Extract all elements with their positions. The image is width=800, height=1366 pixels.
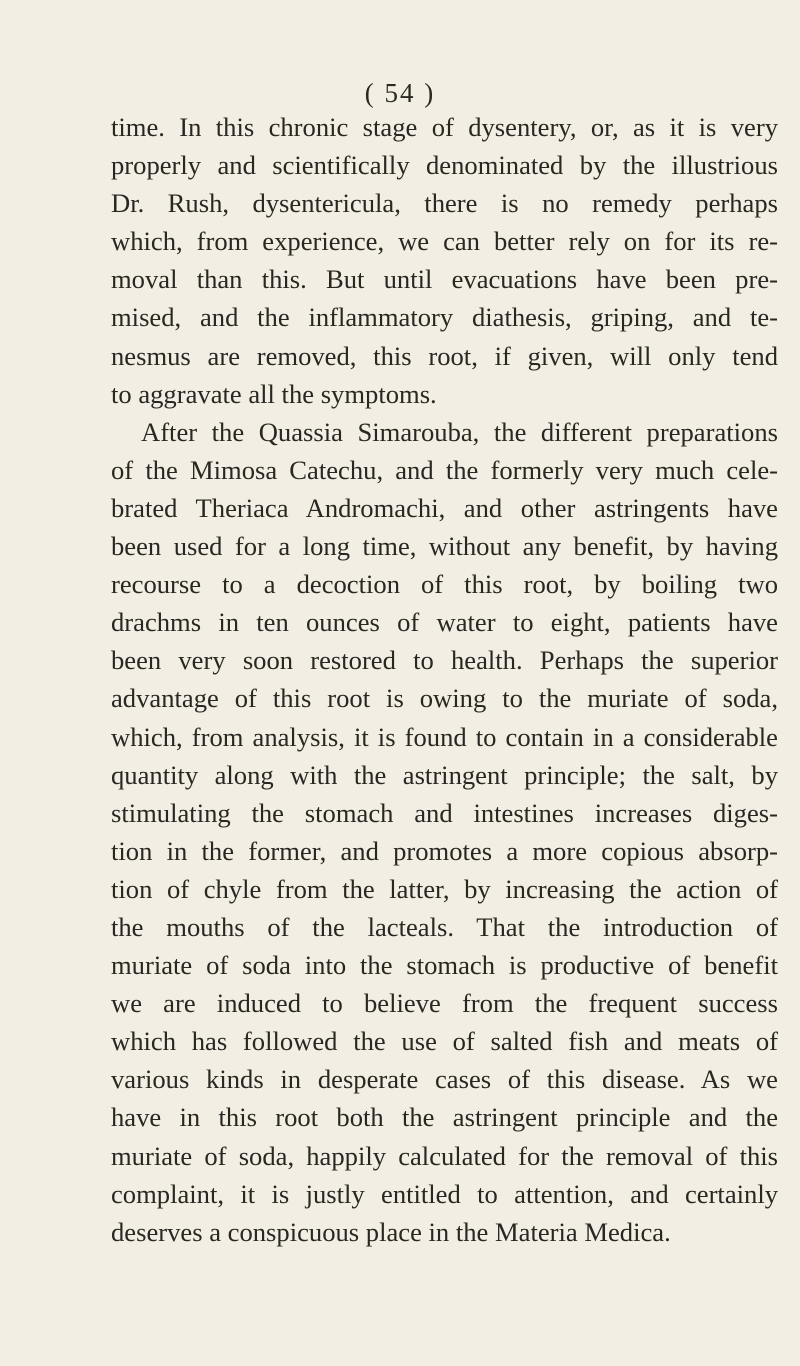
text-line: muriate of soda into the stomach is productive of benefit [111, 950, 778, 981]
text-line: the mouths of the lacteals. That the introduction of [111, 911, 778, 942]
text-line: drachms in ten ounces of water to eight, patients have [111, 607, 778, 638]
paragraph-end-line: to aggravate all the symptoms. [111, 378, 437, 409]
text-line: we are induced to believe from the frequent success [111, 988, 778, 1019]
text-line: which has followed the use of salted fish and meats of [111, 1026, 778, 1057]
text-line: stimulating the stomach and intestines increases diges- [111, 797, 778, 828]
text-line: which, from experience, we can better rely on for its re- [111, 226, 778, 257]
text-line: Dr. Rush, dysentericula, there is no remedy perhaps [111, 188, 778, 219]
text-line: mised, and the inflammatory diathesis, griping, and te- [111, 302, 778, 333]
text-line: recourse to a decoction of this root, by boiling two [111, 569, 778, 600]
text-line: time. In this chronic stage of dysentery, or, as it is very [111, 112, 778, 142]
text-line: have in this root both the astringent principle and the [111, 1102, 778, 1133]
text-line: of the Mimosa Catechu, and the formerly very much cele- [111, 454, 778, 485]
page-number: ( 54 ) [364, 78, 436, 108]
text-line: tion in the former, and promotes a more copious absorp- [111, 835, 778, 866]
text-line: been very soon restored to health. Perhaps the superior [111, 645, 778, 676]
text-line: properly and scientifically denominated by the illustrious [111, 150, 778, 181]
text-line: been used for a long time, without any benefit, by having [111, 531, 778, 562]
text-line: tion of chyle from the latter, by increasing the action of [111, 873, 778, 904]
text-line: quantity along with the astringent principle; the salt, by [111, 759, 778, 790]
text-line: various kinds in desperate cases of this disease. As we [111, 1064, 778, 1095]
text-line: nesmus are removed, this root, if given, will only tend [111, 340, 778, 371]
text-line: brated Theriaca Andromachi, and other astringents have [111, 492, 778, 523]
text-line: moval than this. But until evacuations have been pre- [111, 264, 778, 295]
text-line: which, from analysis, it is found to contain in a considerable [111, 721, 778, 752]
body-text [111, 108, 778, 1251]
text-line: muriate of soda, happily calculated for the removal of this [111, 1140, 778, 1171]
text-line: advantage of this root is owing to the muriate of soda, [111, 683, 778, 714]
paragraph-end-line: deserves a conspicuous place in the Materia Medica. [111, 1216, 671, 1247]
paragraph-start-line: After the Quassia Simarouba, the different preparations [141, 416, 778, 447]
text-line: complaint, it is justly entitled to attention, and certainly [111, 1178, 778, 1209]
